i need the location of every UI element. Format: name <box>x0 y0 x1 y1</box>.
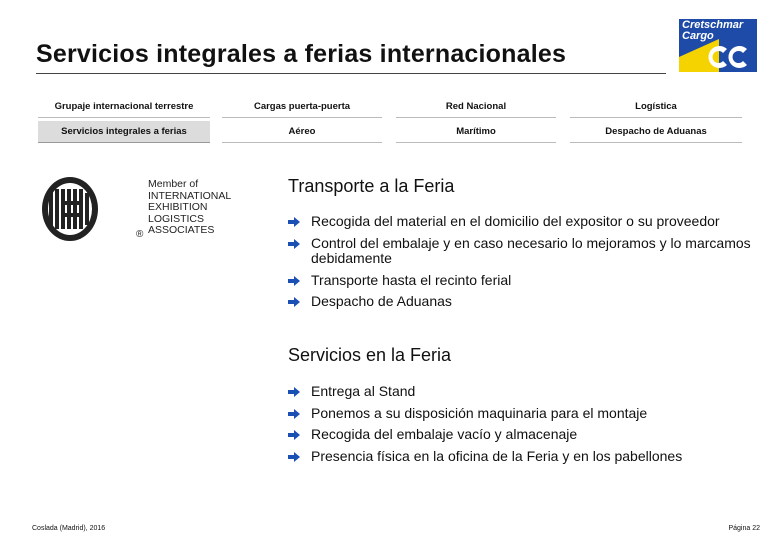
list-item <box>288 449 758 465</box>
iela-line-3: EXHIBITION <box>148 201 208 213</box>
list-item-text: Despacho de Aduanas <box>311 293 452 309</box>
registered-mark: ® <box>136 229 144 240</box>
list-item <box>288 214 758 230</box>
list-item-text: Transporte hasta el recinto ferial <box>311 271 512 288</box>
list-item <box>288 406 758 422</box>
logo-line2: Cargo <box>682 30 714 42</box>
list-item <box>288 236 758 267</box>
list-item <box>288 384 758 400</box>
nav-despacho-aduanas[interactable]: Despacho de Aduanas <box>570 121 742 143</box>
list-item-text: Ponemos a su disposición maquinaria para el montaje <box>311 404 648 421</box>
iela-line-2: INTERNATIONAL <box>148 189 232 202</box>
nav-aereo[interactable]: Aéreo <box>222 121 382 143</box>
nav-cargas-puerta-puerta[interactable]: Cargas puerta-puerta <box>222 96 382 118</box>
page-title: Servicios integrales a ferias internacionales <box>36 40 567 68</box>
iela-line-5: ASSOCIATES <box>148 224 215 236</box>
list-item-text: Control del embalaje y en caso necesario lo mejoramos y lo marcamos debidamente <box>311 234 751 266</box>
company-logo <box>679 19 757 72</box>
footer-page-number: Página 22 <box>728 525 760 532</box>
arrow-bullet-icon <box>288 387 300 397</box>
list-item <box>288 427 758 443</box>
nav-red-nacional[interactable]: Red Nacional <box>396 96 556 118</box>
section-title-transporte: Transporte a la Feria <box>288 176 455 196</box>
arrow-bullet-icon <box>288 409 300 419</box>
list-item-text: Recogida del material en el domicilio del expositor o su proveedor <box>311 213 720 229</box>
arrow-bullet-icon <box>288 297 300 307</box>
title-divider <box>36 73 666 74</box>
nav-grupaje-internacional[interactable]: Grupaje internacional terrestre <box>38 96 210 118</box>
list-item <box>288 294 758 310</box>
iela-line-1: Member of <box>148 178 199 190</box>
arrow-bullet-icon <box>288 276 300 286</box>
nav-servicios-ferias[interactable]: Servicios integrales a ferias <box>38 121 210 143</box>
section-title-servicios: Servicios en la Feria <box>288 345 452 365</box>
arrow-bullet-icon <box>288 217 300 227</box>
arrow-bullet-icon <box>288 239 300 249</box>
list-item <box>288 273 758 289</box>
iela-member-logo <box>40 175 232 245</box>
nav-logistica[interactable]: Logística <box>570 96 742 118</box>
nav-maritimo[interactable]: Marítimo <box>396 121 556 143</box>
iela-line-4: LOGISTICS <box>148 212 205 225</box>
servicios-list <box>288 384 758 470</box>
transporte-list <box>288 214 758 316</box>
arrow-bullet-icon <box>288 430 300 440</box>
footer-location-date: Coslada (Madrid), 2016 <box>32 525 106 532</box>
list-item-text: Recogida del embalaje vacío y almacenaje <box>311 426 578 442</box>
arrow-bullet-icon <box>288 452 300 462</box>
list-item-text: Entrega al Stand <box>311 383 416 399</box>
list-item-text: Presencia física en la oficina de la Feria y en los pabellones <box>311 447 683 464</box>
logo-line1: Cretschmar <box>682 19 744 31</box>
iela-emblem-icon <box>40 175 140 245</box>
